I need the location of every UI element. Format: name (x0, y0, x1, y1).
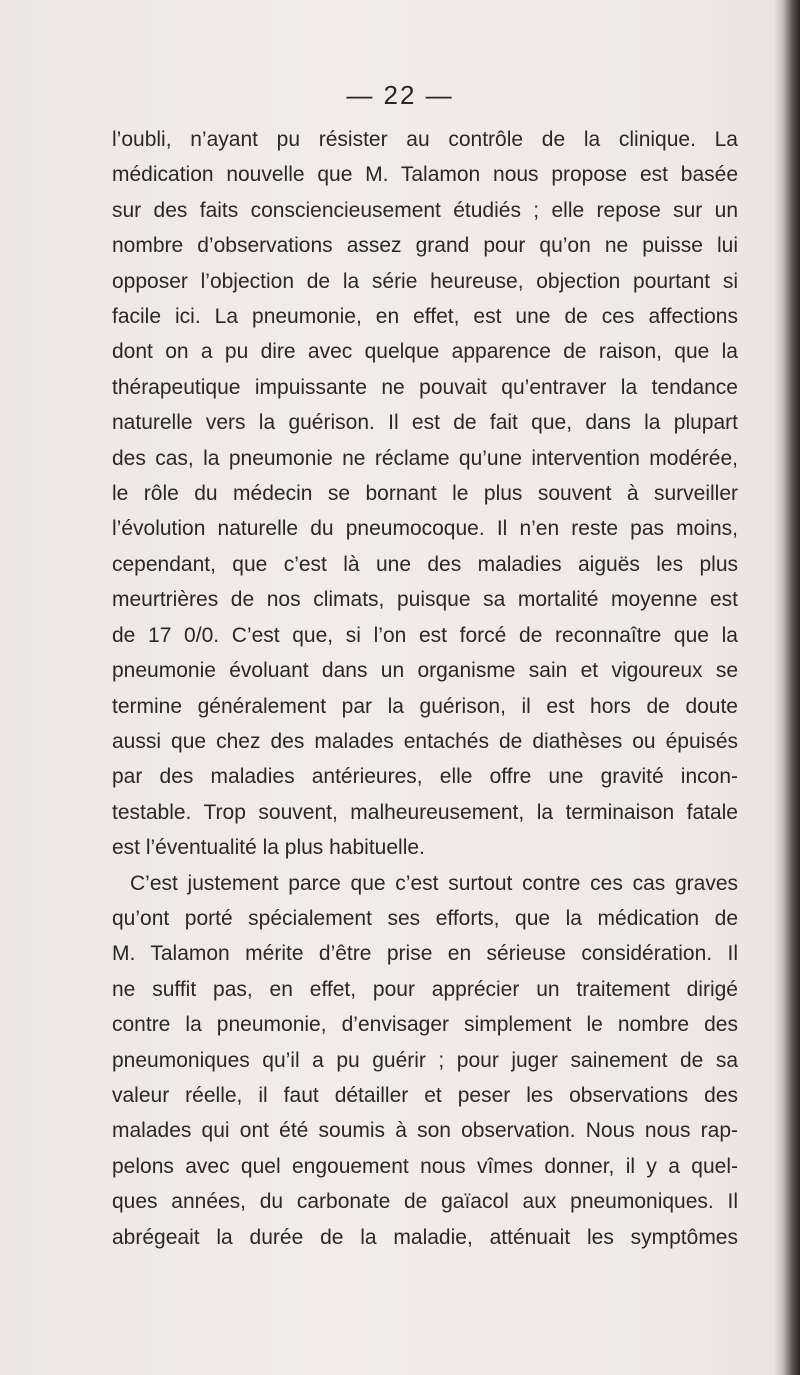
text-line: l’évolution naturelle du pneumocoque. Il n’en reste pas moins, (112, 517, 738, 541)
text-line: le rôle du médecin se bornant le plus souvent à surveiller (112, 482, 738, 506)
paragraph-start-line: C’est justement parce que c’est surtout contre ces cas graves (130, 871, 738, 895)
text-line: l’oubli, n’ayant pu résister au contrôle de la clinique. La (112, 128, 738, 151)
text-line: thérapeutique impuissante ne pouvait qu’entraver la tendance (112, 375, 738, 399)
text-line: pneumoniques qu’il a pu guérir ; pour juger sainement de sa (112, 1048, 738, 1072)
text-line: M. Talamon mérite d’être prise en sérieuse considération. Il (112, 942, 738, 966)
text-line: naturelle vers la guérison. Il est de fait que, dans la plupart (112, 411, 738, 435)
text-line: cependant, que c’est là une des maladies aiguës les plus (112, 552, 738, 576)
text-line: opposer l’objection de la série heureuse, objection pourtant si (112, 269, 738, 293)
book-spine-shadow (774, 0, 800, 1375)
text-line: abrégeait la durée de la maladie, atténuait les symptômes (112, 1225, 738, 1249)
text-line: qu’ont porté spécialement ses efforts, que la médication de (112, 906, 738, 930)
text-line: aussi que chez des malades entachés de diathèses ou épuisés (112, 729, 738, 753)
page-number: — 22 — (346, 80, 454, 110)
text-line: testable. Trop souvent, malheureusement, la terminaison fatale (112, 800, 738, 824)
text-line: contre la pneumonie, d’envisager simplement le nombre des (112, 1013, 738, 1037)
text-line: médication nouvelle que M. Talamon nous propose est basée (112, 163, 738, 187)
text-line: sur des faits consciencieusement étudiés ; elle repose sur un (112, 198, 738, 222)
text-line: nombre d’observations assez grand pour qu’on ne puisse lui (112, 234, 738, 258)
text-line: ques années, du carbonate de gaïacol aux pneumoniques. Il (112, 1190, 738, 1214)
text-line: dont on a pu dire avec quelque apparence de raison, que la (112, 340, 738, 364)
text-line: des cas, la pneumonie ne réclame qu’une intervention modérée, (112, 446, 738, 470)
text-line: de 17 0/0. C’est que, si l’on est forcé de reconnaître que la (112, 623, 738, 647)
text-line: facile ici. La pneumonie, en effet, est une de ces affections (112, 305, 738, 329)
text-line: malades qui ont été soumis à son observation. Nous nous rap- (112, 1119, 738, 1143)
text-line: pneumonie évoluant dans un organisme sain et vigoureux se (112, 659, 738, 683)
text-line: meurtrières de nos climats, puisque sa mortalité moyenne est (112, 588, 738, 612)
text-line: ne suffit pas, en effet, pour apprécier un traitement dirigé (112, 977, 738, 1001)
text-line: pelons avec quel engouement nous vîmes donner, il y a quel- (112, 1154, 738, 1178)
text-line: valeur réelle, il faut détailler et peser les observations des (112, 1083, 738, 1107)
paragraph-end-line: est l’éventualité la plus habituelle. (112, 836, 425, 860)
text-line: termine généralement par la guérison, il est hors de doute (112, 694, 738, 718)
text-line: par des maladies antérieures, elle offre une gravité incon- (112, 765, 738, 789)
body-text (112, 122, 738, 1255)
